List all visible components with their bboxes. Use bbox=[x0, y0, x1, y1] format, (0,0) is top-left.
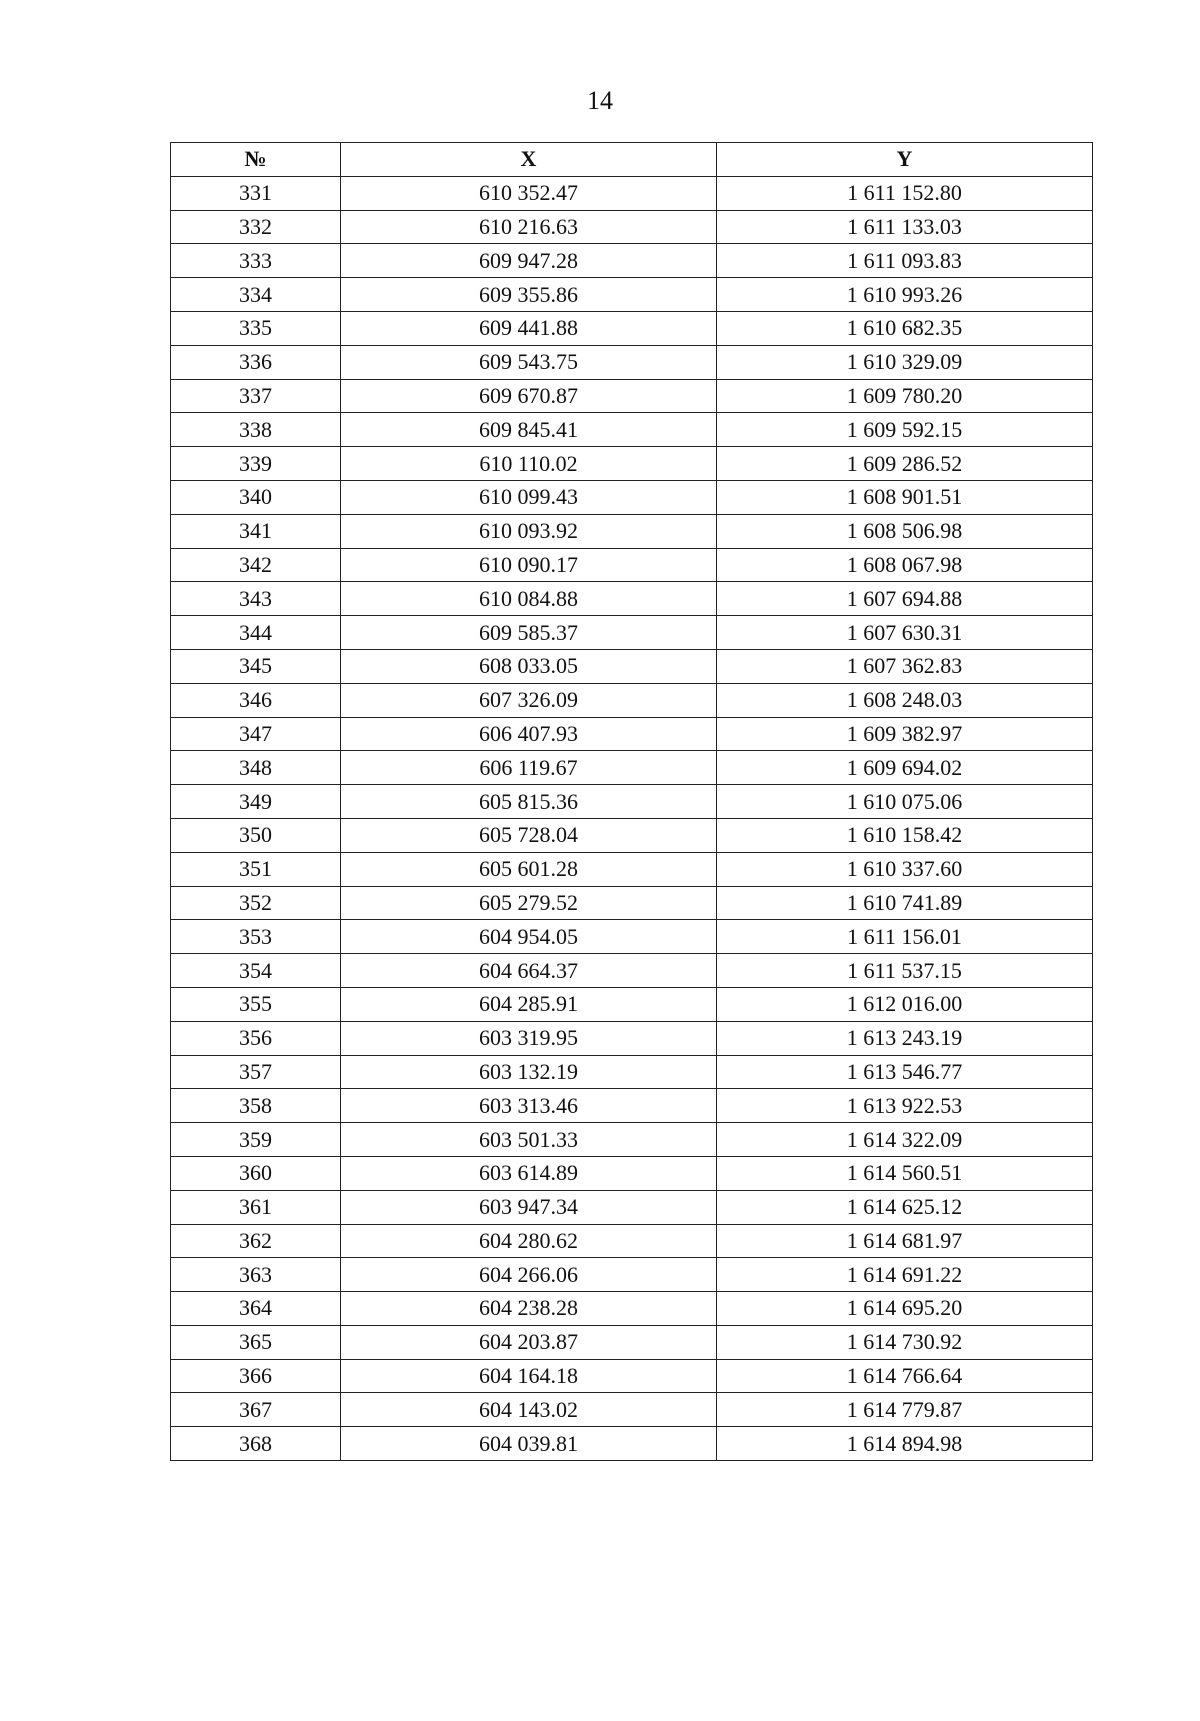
x-coordinate-cell: 609 441.88 bbox=[341, 311, 717, 345]
y-coordinate-cell: 1 614 691.22 bbox=[717, 1258, 1093, 1292]
x-coordinate-cell: 610 099.43 bbox=[341, 480, 717, 514]
point-number-cell: 365 bbox=[171, 1325, 341, 1359]
point-number-cell: 337 bbox=[171, 379, 341, 413]
point-number-cell: 352 bbox=[171, 886, 341, 920]
point-number-cell: 331 bbox=[171, 176, 341, 210]
table-row bbox=[171, 1258, 1093, 1292]
x-coordinate-cell: 610 110.02 bbox=[341, 447, 717, 481]
y-coordinate-cell: 1 610 329.09 bbox=[717, 345, 1093, 379]
table-row bbox=[171, 1224, 1093, 1258]
y-coordinate-cell: 1 607 630.31 bbox=[717, 616, 1093, 650]
y-coordinate-cell: 1 608 901.51 bbox=[717, 480, 1093, 514]
x-coordinate-cell: 609 355.86 bbox=[341, 278, 717, 312]
point-number-cell: 341 bbox=[171, 514, 341, 548]
point-number-cell: 358 bbox=[171, 1089, 341, 1123]
y-coordinate-cell: 1 611 537.15 bbox=[717, 954, 1093, 988]
point-number-cell: 346 bbox=[171, 683, 341, 717]
y-coordinate-cell: 1 608 067.98 bbox=[717, 548, 1093, 582]
x-coordinate-cell: 606 407.93 bbox=[341, 717, 717, 751]
y-coordinate-cell: 1 610 682.35 bbox=[717, 311, 1093, 345]
y-coordinate-cell: 1 614 625.12 bbox=[717, 1190, 1093, 1224]
table-row bbox=[171, 785, 1093, 819]
table-row bbox=[171, 582, 1093, 616]
x-coordinate-cell: 610 216.63 bbox=[341, 210, 717, 244]
table-row bbox=[171, 886, 1093, 920]
point-number-cell: 340 bbox=[171, 480, 341, 514]
table-row bbox=[171, 1055, 1093, 1089]
point-number-cell: 347 bbox=[171, 717, 341, 751]
y-coordinate-cell: 1 610 337.60 bbox=[717, 852, 1093, 886]
y-coordinate-cell: 1 610 741.89 bbox=[717, 886, 1093, 920]
header-number: № bbox=[171, 143, 341, 177]
point-number-cell: 361 bbox=[171, 1190, 341, 1224]
x-coordinate-cell: 610 090.17 bbox=[341, 548, 717, 582]
x-coordinate-cell: 609 543.75 bbox=[341, 345, 717, 379]
y-coordinate-cell: 1 609 592.15 bbox=[717, 413, 1093, 447]
x-coordinate-cell: 603 319.95 bbox=[341, 1021, 717, 1055]
table-row bbox=[171, 818, 1093, 852]
y-coordinate-cell: 1 613 243.19 bbox=[717, 1021, 1093, 1055]
point-number-cell: 362 bbox=[171, 1224, 341, 1258]
x-coordinate-cell: 605 601.28 bbox=[341, 852, 717, 886]
y-coordinate-cell: 1 607 362.83 bbox=[717, 649, 1093, 683]
x-coordinate-cell: 604 664.37 bbox=[341, 954, 717, 988]
table-row bbox=[171, 1156, 1093, 1190]
table-row bbox=[171, 176, 1093, 210]
y-coordinate-cell: 1 611 156.01 bbox=[717, 920, 1093, 954]
point-number-cell: 339 bbox=[171, 447, 341, 481]
table-body bbox=[171, 176, 1093, 1460]
point-number-cell: 357 bbox=[171, 1055, 341, 1089]
x-coordinate-cell: 609 585.37 bbox=[341, 616, 717, 650]
table-row bbox=[171, 1190, 1093, 1224]
y-coordinate-cell: 1 614 766.64 bbox=[717, 1359, 1093, 1393]
table-row bbox=[171, 649, 1093, 683]
x-coordinate-cell: 610 093.92 bbox=[341, 514, 717, 548]
table-row bbox=[171, 1393, 1093, 1427]
y-coordinate-cell: 1 608 248.03 bbox=[717, 683, 1093, 717]
y-coordinate-cell: 1 614 560.51 bbox=[717, 1156, 1093, 1190]
y-coordinate-cell: 1 610 075.06 bbox=[717, 785, 1093, 819]
point-number-cell: 354 bbox=[171, 954, 341, 988]
y-coordinate-cell: 1 609 780.20 bbox=[717, 379, 1093, 413]
y-coordinate-cell: 1 610 158.42 bbox=[717, 818, 1093, 852]
x-coordinate-cell: 604 039.81 bbox=[341, 1427, 717, 1461]
coordinates-table bbox=[170, 142, 1093, 1461]
point-number-cell: 355 bbox=[171, 987, 341, 1021]
point-number-cell: 333 bbox=[171, 244, 341, 278]
x-coordinate-cell: 605 728.04 bbox=[341, 818, 717, 852]
x-coordinate-cell: 603 501.33 bbox=[341, 1123, 717, 1157]
table-row bbox=[171, 852, 1093, 886]
y-coordinate-cell: 1 610 993.26 bbox=[717, 278, 1093, 312]
y-coordinate-cell: 1 607 694.88 bbox=[717, 582, 1093, 616]
table-row bbox=[171, 1021, 1093, 1055]
x-coordinate-cell: 604 203.87 bbox=[341, 1325, 717, 1359]
table-row bbox=[171, 1123, 1093, 1157]
x-coordinate-cell: 603 947.34 bbox=[341, 1190, 717, 1224]
x-coordinate-cell: 605 279.52 bbox=[341, 886, 717, 920]
point-number-cell: 335 bbox=[171, 311, 341, 345]
x-coordinate-cell: 609 947.28 bbox=[341, 244, 717, 278]
x-coordinate-cell: 604 266.06 bbox=[341, 1258, 717, 1292]
table-row bbox=[171, 1292, 1093, 1326]
point-number-cell: 359 bbox=[171, 1123, 341, 1157]
y-coordinate-cell: 1 614 695.20 bbox=[717, 1292, 1093, 1326]
table-row bbox=[171, 954, 1093, 988]
table-header-row bbox=[171, 143, 1093, 177]
table-row bbox=[171, 413, 1093, 447]
point-number-cell: 351 bbox=[171, 852, 341, 886]
table-row bbox=[171, 345, 1093, 379]
x-coordinate-cell: 604 238.28 bbox=[341, 1292, 717, 1326]
table-row bbox=[171, 480, 1093, 514]
point-number-cell: 343 bbox=[171, 582, 341, 616]
table-row bbox=[171, 717, 1093, 751]
header-x: X bbox=[341, 143, 717, 177]
x-coordinate-cell: 605 815.36 bbox=[341, 785, 717, 819]
point-number-cell: 338 bbox=[171, 413, 341, 447]
x-coordinate-cell: 604 164.18 bbox=[341, 1359, 717, 1393]
x-coordinate-cell: 609 845.41 bbox=[341, 413, 717, 447]
table-row bbox=[171, 1325, 1093, 1359]
x-coordinate-cell: 603 614.89 bbox=[341, 1156, 717, 1190]
point-number-cell: 366 bbox=[171, 1359, 341, 1393]
x-coordinate-cell: 606 119.67 bbox=[341, 751, 717, 785]
y-coordinate-cell: 1 614 322.09 bbox=[717, 1123, 1093, 1157]
point-number-cell: 349 bbox=[171, 785, 341, 819]
table-row bbox=[171, 616, 1093, 650]
x-coordinate-cell: 604 280.62 bbox=[341, 1224, 717, 1258]
x-coordinate-cell: 607 326.09 bbox=[341, 683, 717, 717]
point-number-cell: 334 bbox=[171, 278, 341, 312]
y-coordinate-cell: 1 613 922.53 bbox=[717, 1089, 1093, 1123]
table-row bbox=[171, 920, 1093, 954]
table-row bbox=[171, 683, 1093, 717]
y-coordinate-cell: 1 613 546.77 bbox=[717, 1055, 1093, 1089]
x-coordinate-cell: 610 352.47 bbox=[341, 176, 717, 210]
point-number-cell: 353 bbox=[171, 920, 341, 954]
x-coordinate-cell: 604 285.91 bbox=[341, 987, 717, 1021]
x-coordinate-cell: 610 084.88 bbox=[341, 582, 717, 616]
point-number-cell: 342 bbox=[171, 548, 341, 582]
table-row bbox=[171, 987, 1093, 1021]
table-row bbox=[171, 751, 1093, 785]
point-number-cell: 368 bbox=[171, 1427, 341, 1461]
table-row bbox=[171, 210, 1093, 244]
table-row bbox=[171, 1359, 1093, 1393]
x-coordinate-cell: 604 954.05 bbox=[341, 920, 717, 954]
page-number: 14 bbox=[587, 86, 613, 115]
table-row bbox=[171, 278, 1093, 312]
point-number-cell: 367 bbox=[171, 1393, 341, 1427]
table-row bbox=[171, 1427, 1093, 1461]
y-coordinate-cell: 1 614 730.92 bbox=[717, 1325, 1093, 1359]
y-coordinate-cell: 1 614 779.87 bbox=[717, 1393, 1093, 1427]
point-number-cell: 336 bbox=[171, 345, 341, 379]
point-number-cell: 348 bbox=[171, 751, 341, 785]
x-coordinate-cell: 603 313.46 bbox=[341, 1089, 717, 1123]
point-number-cell: 356 bbox=[171, 1021, 341, 1055]
point-number-cell: 332 bbox=[171, 210, 341, 244]
table-row bbox=[171, 311, 1093, 345]
table-row bbox=[171, 379, 1093, 413]
y-coordinate-cell: 1 608 506.98 bbox=[717, 514, 1093, 548]
point-number-cell: 344 bbox=[171, 616, 341, 650]
x-coordinate-cell: 609 670.87 bbox=[341, 379, 717, 413]
y-coordinate-cell: 1 611 152.80 bbox=[717, 176, 1093, 210]
header-y: Y bbox=[717, 143, 1093, 177]
table-row bbox=[171, 514, 1093, 548]
point-number-cell: 364 bbox=[171, 1292, 341, 1326]
y-coordinate-cell: 1 611 133.03 bbox=[717, 210, 1093, 244]
y-coordinate-cell: 1 609 286.52 bbox=[717, 447, 1093, 481]
y-coordinate-cell: 1 614 894.98 bbox=[717, 1427, 1093, 1461]
y-coordinate-cell: 1 612 016.00 bbox=[717, 987, 1093, 1021]
point-number-cell: 363 bbox=[171, 1258, 341, 1292]
x-coordinate-cell: 604 143.02 bbox=[341, 1393, 717, 1427]
x-coordinate-cell: 608 033.05 bbox=[341, 649, 717, 683]
point-number-cell: 360 bbox=[171, 1156, 341, 1190]
y-coordinate-cell: 1 614 681.97 bbox=[717, 1224, 1093, 1258]
table-row bbox=[171, 244, 1093, 278]
point-number-cell: 345 bbox=[171, 649, 341, 683]
y-coordinate-cell: 1 609 382.97 bbox=[717, 717, 1093, 751]
y-coordinate-cell: 1 609 694.02 bbox=[717, 751, 1093, 785]
table-row bbox=[171, 548, 1093, 582]
y-coordinate-cell: 1 611 093.83 bbox=[717, 244, 1093, 278]
table-row bbox=[171, 447, 1093, 481]
table-row bbox=[171, 1089, 1093, 1123]
point-number-cell: 350 bbox=[171, 818, 341, 852]
x-coordinate-cell: 603 132.19 bbox=[341, 1055, 717, 1089]
